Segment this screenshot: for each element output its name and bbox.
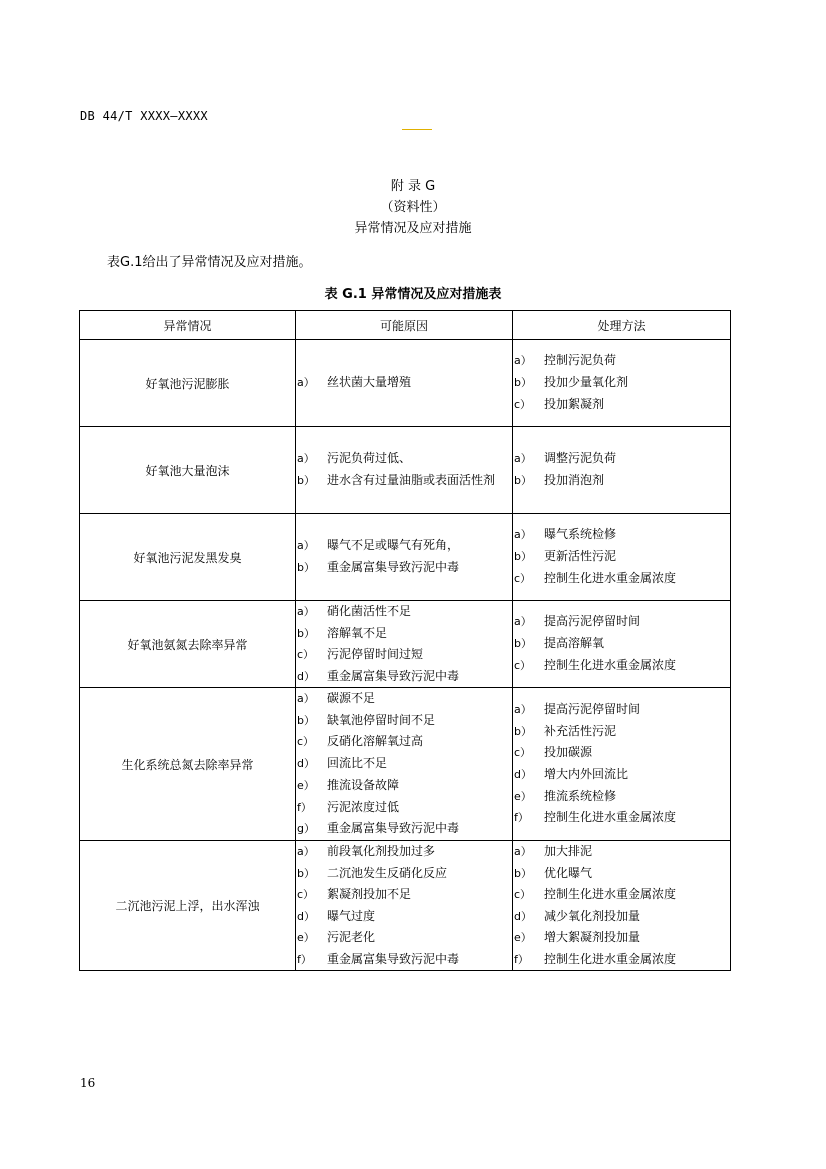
table-row — [80, 514, 731, 601]
item-text: 控制生化进水重金属浓度 — [544, 570, 677, 585]
causes-cell — [296, 688, 513, 841]
condition-cell: 好氧池大量泡沫 — [80, 427, 296, 514]
item-letter: a） — [297, 845, 315, 858]
causes-cell — [296, 841, 513, 971]
item-letter: a） — [514, 452, 532, 466]
measures-list — [513, 514, 730, 600]
condition-cell: 生化系统总氮去除率异常 — [80, 688, 296, 841]
item-letter: a） — [514, 354, 532, 368]
item-text: 投加少量氧化剂 — [544, 375, 629, 390]
measure-item — [513, 807, 730, 829]
item-text: 絮凝剂投加不足 — [327, 887, 412, 901]
cause-item — [296, 841, 512, 863]
measure-item — [513, 863, 730, 885]
item-text: 投加絮凝剂 — [544, 396, 605, 411]
item-letter: e） — [297, 931, 315, 944]
measure-item — [513, 524, 730, 546]
header-measures: 处理方法 — [513, 311, 731, 340]
item-letter: a） — [297, 539, 315, 553]
cause-item — [296, 372, 512, 394]
item-letter: b） — [514, 376, 532, 390]
item-text: 曝气过度 — [327, 908, 376, 923]
item-text: 重金属富集导致污泥中毒 — [327, 668, 460, 683]
document-code-header: DB 44/T XXXX—XXXX — [80, 109, 208, 123]
item-text: 重金属富集导致污泥中毒 — [327, 560, 460, 574]
cause-item — [296, 775, 512, 797]
item-letter: c） — [514, 746, 532, 760]
item-text: 投加碳源 — [544, 745, 593, 760]
item-text: 推流设备故障 — [327, 777, 400, 792]
causes-list — [296, 427, 512, 513]
item-letter: c） — [514, 571, 532, 585]
item-text: 增大内外回流比 — [544, 767, 629, 781]
causes-cell — [296, 601, 513, 688]
item-letter: c） — [514, 658, 532, 672]
item-letter: f） — [297, 952, 312, 966]
measures-cell — [513, 688, 731, 841]
measure-item — [513, 350, 730, 372]
item-text: 丝状菌大量增殖 — [327, 375, 412, 390]
item-letter: b） — [514, 866, 532, 880]
item-letter: d） — [297, 669, 315, 683]
measure-item — [513, 568, 730, 590]
item-text: 碳源不足 — [327, 691, 376, 706]
cause-item — [296, 753, 512, 775]
item-text: 曝气系统检修 — [544, 527, 617, 542]
causes-list — [296, 514, 512, 600]
measures-list — [513, 688, 730, 840]
table-row — [80, 340, 731, 427]
item-letter: c） — [514, 397, 532, 411]
item-text: 二沉池发生反硝化反应 — [327, 865, 448, 880]
cause-item — [296, 949, 512, 971]
item-letter: b） — [514, 474, 532, 487]
cause-item — [296, 863, 512, 885]
item-text: 溶解氧不足 — [327, 625, 388, 640]
item-letter: a） — [514, 702, 532, 716]
item-text: 更新活性污泥 — [544, 549, 617, 564]
item-letter: c） — [297, 648, 315, 661]
table-row — [80, 601, 731, 688]
header-condition: 异常情况 — [80, 311, 296, 340]
table-row — [80, 841, 731, 971]
item-letter: c） — [297, 888, 315, 901]
item-letter: b） — [297, 866, 315, 880]
cause-item — [296, 535, 512, 557]
item-text: 回流比不足 — [327, 756, 388, 771]
item-text: 污泥停留时间过短 — [327, 647, 424, 661]
cause-item — [296, 666, 512, 688]
item-letter: f） — [514, 811, 529, 825]
measure-item — [513, 655, 730, 677]
causes-cell — [296, 427, 513, 514]
item-text: 控制生化进水重金属浓度 — [544, 887, 677, 901]
item-text: 提高溶解氧 — [544, 636, 605, 651]
item-letter: g） — [297, 822, 315, 836]
condition-cell: 好氧池氨氮去除率异常 — [80, 601, 296, 688]
measures-list — [513, 841, 730, 970]
item-text: 加大排泥 — [544, 844, 593, 858]
measure-item — [513, 884, 730, 906]
item-text: 推流系统检修 — [544, 788, 617, 803]
causes-cell — [296, 514, 513, 601]
item-text: 重金属富集导致污泥中毒 — [327, 821, 460, 836]
measure-item — [513, 633, 730, 655]
item-letter: e） — [297, 778, 315, 792]
item-letter: f） — [514, 952, 529, 966]
causes-cell — [296, 340, 513, 427]
intro-paragraph: 表G.1给出了异常情况及应对措施。 — [107, 255, 312, 270]
item-text: 增大絮凝剂投加量 — [544, 930, 641, 944]
measures-list — [513, 427, 730, 513]
item-letter: d） — [297, 909, 315, 923]
item-letter: b） — [514, 550, 532, 564]
item-letter: d） — [514, 909, 532, 923]
measure-item — [513, 721, 730, 743]
measure-item — [513, 611, 730, 633]
causes-list — [296, 841, 512, 970]
cause-item — [296, 818, 512, 840]
measures-cell — [513, 340, 731, 427]
appendix-title: 异常情况及应对措施 — [354, 221, 472, 236]
anomaly-measures-table — [79, 310, 731, 971]
cause-item — [296, 797, 512, 819]
item-text: 污泥浓度过低 — [327, 799, 400, 814]
item-letter: f） — [297, 800, 312, 814]
measures-list — [513, 340, 730, 426]
item-text: 污泥老化 — [327, 930, 376, 944]
item-text: 控制生化进水重金属浓度 — [544, 951, 677, 966]
item-text: 补充活性污泥 — [544, 723, 617, 738]
appendix-nature: （资料性） — [380, 200, 446, 215]
item-letter: b） — [297, 474, 315, 487]
item-text: 调整污泥负荷 — [544, 451, 617, 466]
item-letter: b） — [297, 626, 315, 640]
item-text: 提高污泥停留时间 — [544, 701, 641, 716]
cause-item — [296, 448, 512, 470]
measure-item — [513, 394, 730, 416]
item-text: 优化曝气 — [544, 865, 593, 880]
item-letter: a） — [297, 605, 315, 618]
cause-item — [296, 470, 512, 492]
item-text: 控制生化进水重金属浓度 — [544, 810, 677, 825]
item-text: 污泥负荷过低、 — [327, 451, 412, 466]
item-letter: b） — [514, 637, 532, 651]
cause-item — [296, 710, 512, 732]
item-letter: c） — [514, 888, 532, 901]
measure-item — [513, 927, 730, 949]
cause-item — [296, 644, 512, 666]
item-text: 提高污泥停留时间 — [544, 614, 641, 629]
item-text: 硝化菌活性不足 — [327, 604, 412, 618]
cause-item — [296, 884, 512, 906]
measure-item — [513, 841, 730, 863]
measures-cell — [513, 514, 731, 601]
cause-item — [296, 906, 512, 928]
item-text: 曝气不足或曝气有死角， — [327, 538, 460, 553]
item-letter: d） — [297, 757, 315, 771]
item-letter: a） — [514, 845, 532, 858]
item-letter: b） — [297, 561, 315, 574]
measure-item — [513, 470, 730, 492]
item-text: 减少氧化剂投加量 — [544, 908, 641, 923]
measure-item — [513, 764, 730, 786]
table-row — [80, 688, 731, 841]
item-letter: b） — [514, 724, 532, 738]
item-text: 控制生化进水重金属浓度 — [544, 657, 677, 672]
causes-list — [296, 340, 512, 426]
measure-item — [513, 448, 730, 470]
condition-cell: 好氧池污泥发黑发臭 — [80, 514, 296, 601]
measures-cell — [513, 427, 731, 514]
item-letter: c） — [297, 735, 315, 749]
item-letter: a） — [297, 692, 315, 706]
item-text: 投加消泡剂 — [544, 473, 605, 487]
table-header-row — [80, 311, 731, 340]
cause-item — [296, 623, 512, 645]
measure-item — [513, 742, 730, 764]
header-mark — [402, 129, 432, 130]
item-letter: e） — [514, 789, 532, 803]
item-text: 控制污泥负荷 — [544, 353, 617, 368]
item-letter: a） — [297, 452, 315, 466]
item-text: 进水含有过量油脂或表面活性剂 — [327, 473, 496, 487]
cause-item — [296, 927, 512, 949]
cause-item — [296, 557, 512, 579]
measure-item — [513, 906, 730, 928]
measure-item — [513, 786, 730, 808]
item-text: 重金属富集导致污泥中毒 — [327, 951, 460, 966]
header-causes: 可能原因 — [296, 311, 513, 340]
page-number: 16 — [80, 1076, 96, 1090]
item-letter: b） — [297, 713, 315, 727]
measures-list — [513, 601, 730, 687]
item-text: 缺氧池停留时间不足 — [327, 712, 436, 727]
item-text: 前段氧化剂投加过多 — [327, 844, 436, 858]
item-letter: a） — [514, 528, 532, 542]
cause-item — [296, 601, 512, 623]
measure-item — [513, 546, 730, 568]
measure-item — [513, 372, 730, 394]
table-caption: 表 G.1 异常情况及应对措施表 — [324, 287, 502, 302]
condition-cell: 好氧池污泥膨胀 — [80, 340, 296, 427]
measure-item — [513, 699, 730, 721]
cause-item — [296, 731, 512, 753]
causes-list — [296, 601, 512, 687]
causes-list — [296, 688, 512, 840]
cause-item — [296, 688, 512, 710]
appendix-label: 附 录 G — [390, 179, 436, 194]
measures-cell — [513, 601, 731, 688]
condition-cell: 二沉池污泥上浮，出水浑浊 — [80, 841, 296, 971]
item-letter: a） — [514, 615, 532, 629]
measure-item — [513, 949, 730, 971]
item-letter: a） — [297, 376, 315, 390]
measures-cell — [513, 841, 731, 971]
table-row — [80, 427, 731, 514]
item-text: 反硝化溶解氧过高 — [327, 734, 424, 749]
item-letter: e） — [514, 931, 532, 944]
item-letter: d） — [514, 768, 532, 781]
